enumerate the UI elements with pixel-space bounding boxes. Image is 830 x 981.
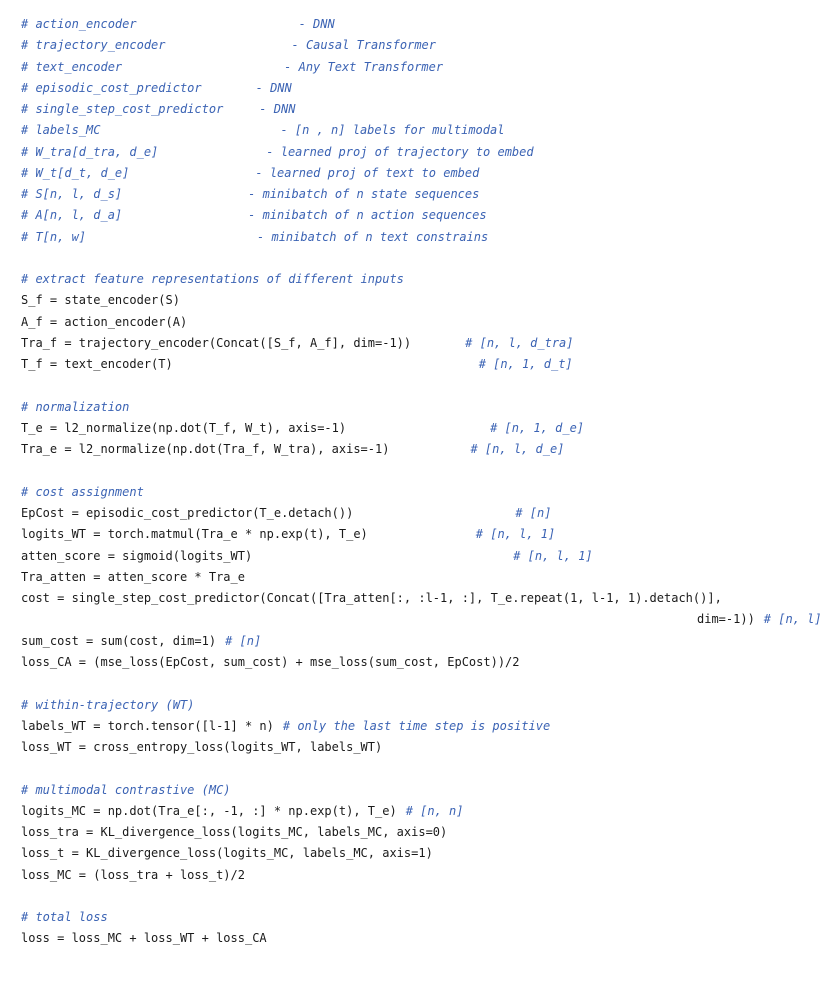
header-comment-line	[21, 14, 826, 35]
code-text: logits_MC = np.dot(Tra_e[:, -1, :] * np.exp(t), T_e)	[21, 803, 397, 818]
section-comment	[21, 269, 826, 290]
header-comment-line	[21, 142, 826, 163]
header-comment-line	[21, 184, 826, 205]
code-text: loss = loss_MC + loss_WT + loss_CA	[21, 931, 267, 946]
code-text: loss_WT = cross_entropy_loss(logits_WT, labels_WT)	[21, 740, 383, 755]
section-comment	[21, 695, 826, 716]
code-line	[21, 333, 826, 354]
header-comment-name: # A[n, l, d_a]	[21, 208, 123, 223]
code-line	[21, 290, 826, 311]
code-line	[21, 524, 826, 545]
inline-comment: # [n, l]	[763, 612, 822, 627]
code-line	[21, 354, 826, 375]
header-comment-line	[21, 205, 826, 226]
code-text: loss_CA = (mse_loss(EpCost, sum_cost) + mse_loss(sum_cost, EpCost))/2	[21, 654, 520, 669]
header-comment-desc: - minibatch of n text constrains	[257, 229, 489, 244]
code-line	[21, 865, 826, 886]
section-comment	[21, 482, 826, 503]
code-line	[21, 843, 826, 864]
section-comment-text: # normalization	[21, 399, 130, 414]
code-line	[21, 609, 826, 630]
code-text: Tra_f = trajectory_encoder(Concat([S_f, A_f], dim=-1))	[21, 335, 412, 350]
code-line	[21, 312, 826, 333]
inline-comment: # [n]	[515, 506, 552, 521]
section-comment	[21, 907, 826, 928]
code-line	[21, 418, 826, 439]
code-line	[21, 546, 826, 567]
inline-comment: # [n, 1, d_t]	[478, 357, 573, 372]
section-comment-text: # within-trajectory (WT)	[21, 697, 195, 712]
section-comment-text: # total loss	[21, 910, 108, 925]
code-text: logits_WT = torch.matmul(Tra_e * np.exp(t), T_e)	[21, 527, 368, 542]
header-comment-desc: - Any Text Transformer	[284, 59, 444, 74]
code-listing	[21, 14, 826, 950]
code-text: Tra_e = l2_normalize(np.dot(Tra_f, W_tra), axis=-1)	[21, 442, 390, 457]
header-comment-name: # episodic_cost_predictor	[21, 80, 202, 95]
code-text: loss_tra = KL_divergence_loss(logits_MC, labels_MC, axis=0)	[21, 825, 448, 840]
header-comment-name: # text_encoder	[21, 59, 123, 74]
blank-line	[21, 673, 826, 694]
code-text: labels_WT = torch.tensor([l-1] * n)	[21, 718, 274, 733]
header-comment-name: # T[n, w]	[21, 229, 87, 244]
code-line	[21, 652, 826, 673]
blank-line	[21, 758, 826, 779]
header-comment-desc: - DNN	[298, 17, 335, 31]
section-comment	[21, 397, 826, 418]
header-comment-desc: - Causal Transformer	[291, 38, 436, 53]
code-line	[21, 737, 826, 758]
header-comment-line	[21, 78, 826, 99]
blank-line	[21, 461, 826, 482]
header-comment-name: # labels_MC	[21, 123, 101, 138]
header-comment-line	[21, 99, 826, 120]
section-comment-text: # cost assignment	[21, 484, 144, 499]
header-comment-name: # single_step_cost_predictor	[21, 102, 224, 117]
header-comment-line	[21, 227, 826, 248]
code-line	[21, 716, 826, 737]
code-line	[21, 822, 826, 843]
code-text: loss_t = KL_divergence_loss(logits_MC, labels_MC, axis=1)	[21, 846, 433, 861]
code-text: EpCost = episodic_cost_predictor(T_e.detach())	[21, 506, 354, 521]
code-text: T_e = l2_normalize(np.dot(T_f, W_t), axis=-1)	[21, 421, 347, 436]
inline-comment: # [n, l, d_e]	[470, 442, 565, 457]
header-comment-desc: - DNN	[255, 80, 292, 95]
code-line	[21, 567, 826, 588]
inline-comment: # [n, l, 1]	[513, 548, 593, 563]
header-comment-line	[21, 35, 826, 56]
code-text: A_f = action_encoder(A)	[21, 314, 188, 329]
header-comment-desc: - DNN	[259, 102, 296, 117]
header-comment-name: # W_t[d_t, d_e]	[21, 165, 130, 180]
header-comment-desc: - minibatch of n state sequences	[248, 187, 480, 202]
header-comment-name: # W_tra[d_tra, d_e]	[21, 144, 159, 159]
header-comment-name: # trajectory_encoder	[21, 38, 166, 53]
code-text: sum_cost = sum(cost, dim=1)	[21, 633, 217, 648]
header-comment-name: # S[n, l, d_s]	[21, 187, 123, 202]
code-text: dim=-1))	[697, 612, 755, 627]
section-comment-text: # multimodal contrastive (MC)	[21, 782, 231, 797]
inline-comment: # [n, n]	[405, 803, 464, 818]
inline-comment: # [n, l, d_tra]	[465, 335, 574, 350]
inline-comment: # [n, l, 1]	[475, 527, 556, 542]
code-line	[21, 439, 826, 460]
section-comment	[21, 780, 826, 801]
inline-comment: # [n]	[225, 633, 262, 648]
code-line	[21, 503, 826, 524]
code-text: S_f = state_encoder(S)	[21, 293, 180, 308]
code-line	[21, 928, 826, 949]
code-line	[21, 631, 826, 652]
section-comment-text: # extract feature representations of different inputs	[21, 272, 404, 287]
header-comment-name: # action_encoder	[21, 17, 137, 31]
header-comment-line	[21, 120, 826, 141]
code-text: T_f = text_encoder(T)	[21, 357, 173, 372]
code-text: cost = single_step_cost_predictor(Concat([Tra_atten[:, :l-1, :], T_e.repeat(1, l-1, 1).detach()],	[21, 591, 722, 606]
header-comment-desc: - learned proj of trajectory to embed	[266, 144, 534, 159]
header-comment-line	[21, 57, 826, 78]
inline-comment: # only the last time step is positive	[282, 718, 551, 733]
inline-comment: # [n, 1, d_e]	[490, 421, 585, 436]
code-text: loss_MC = (loss_tra + loss_t)/2	[21, 867, 245, 882]
code-line	[21, 801, 826, 822]
header-comment-line	[21, 163, 826, 184]
code-text: atten_score = sigmoid(logits_WT)	[21, 548, 253, 563]
blank-line	[21, 376, 826, 397]
blank-line	[21, 248, 826, 269]
header-comment-desc: - [n , n] labels for multimodal	[280, 123, 505, 138]
header-comment-desc: - minibatch of n action sequences	[248, 208, 487, 223]
header-comment-desc: - learned proj of text to embed	[255, 165, 480, 180]
code-line	[21, 588, 826, 609]
blank-line	[21, 886, 826, 907]
code-text: Tra_atten = atten_score * Tra_e	[21, 569, 245, 584]
